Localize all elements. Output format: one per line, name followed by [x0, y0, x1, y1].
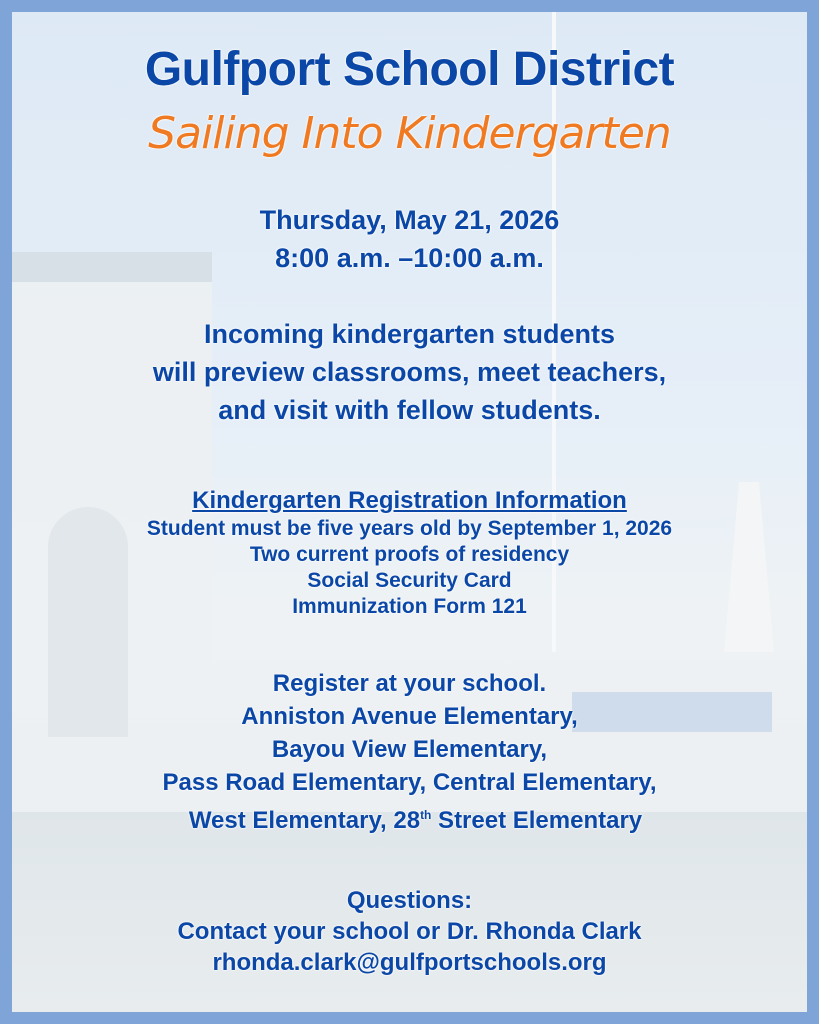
school-line: Bayou View Elementary,	[271, 736, 548, 763]
description	[12, 315, 807, 429]
contact-section	[12, 885, 807, 978]
register-intro: Register at your school.	[272, 670, 547, 697]
school-line	[12, 799, 807, 837]
school-line: Pass Road Elementary, Central Elementary,	[162, 769, 657, 796]
school-line: Anniston Avenue Elementary,	[241, 703, 578, 730]
event-date: Thursday, May 21, 2026	[259, 205, 560, 235]
description-line: will preview classrooms, meet teachers,	[152, 357, 667, 387]
contact-line: Contact your school or Dr. Rhonda Clark	[177, 918, 642, 945]
description-line: Incoming kindergarten students	[203, 319, 616, 349]
registration-item: Immunization Form 121	[292, 595, 527, 618]
registration-section	[12, 486, 807, 620]
page-title: Gulfport School District	[144, 43, 675, 96]
registration-item: Social Security Card	[307, 569, 512, 592]
registration-item: Two current proofs of residency	[249, 543, 570, 566]
event-time: 8:00 a.m. –10:00 a.m.	[275, 243, 544, 273]
schools-section	[12, 667, 807, 837]
description-line: and visit with fellow students.	[218, 395, 601, 425]
school-text: West Elementary, 28	[188, 807, 421, 834]
registration-item: Student must be five years old by September 1, 2026	[146, 517, 673, 540]
school-text: Street Elementary	[431, 807, 643, 834]
contact-email[interactable]: rhonda.clark@gulfportschools.org	[212, 949, 607, 976]
contact-heading: Questions:	[346, 887, 473, 914]
flyer	[12, 12, 807, 1012]
ordinal-suffix: th	[420, 808, 432, 822]
registration-heading: Kindergarten Registration Information	[192, 487, 627, 514]
subtitle: Sailing Into Kindergarten	[148, 108, 671, 159]
